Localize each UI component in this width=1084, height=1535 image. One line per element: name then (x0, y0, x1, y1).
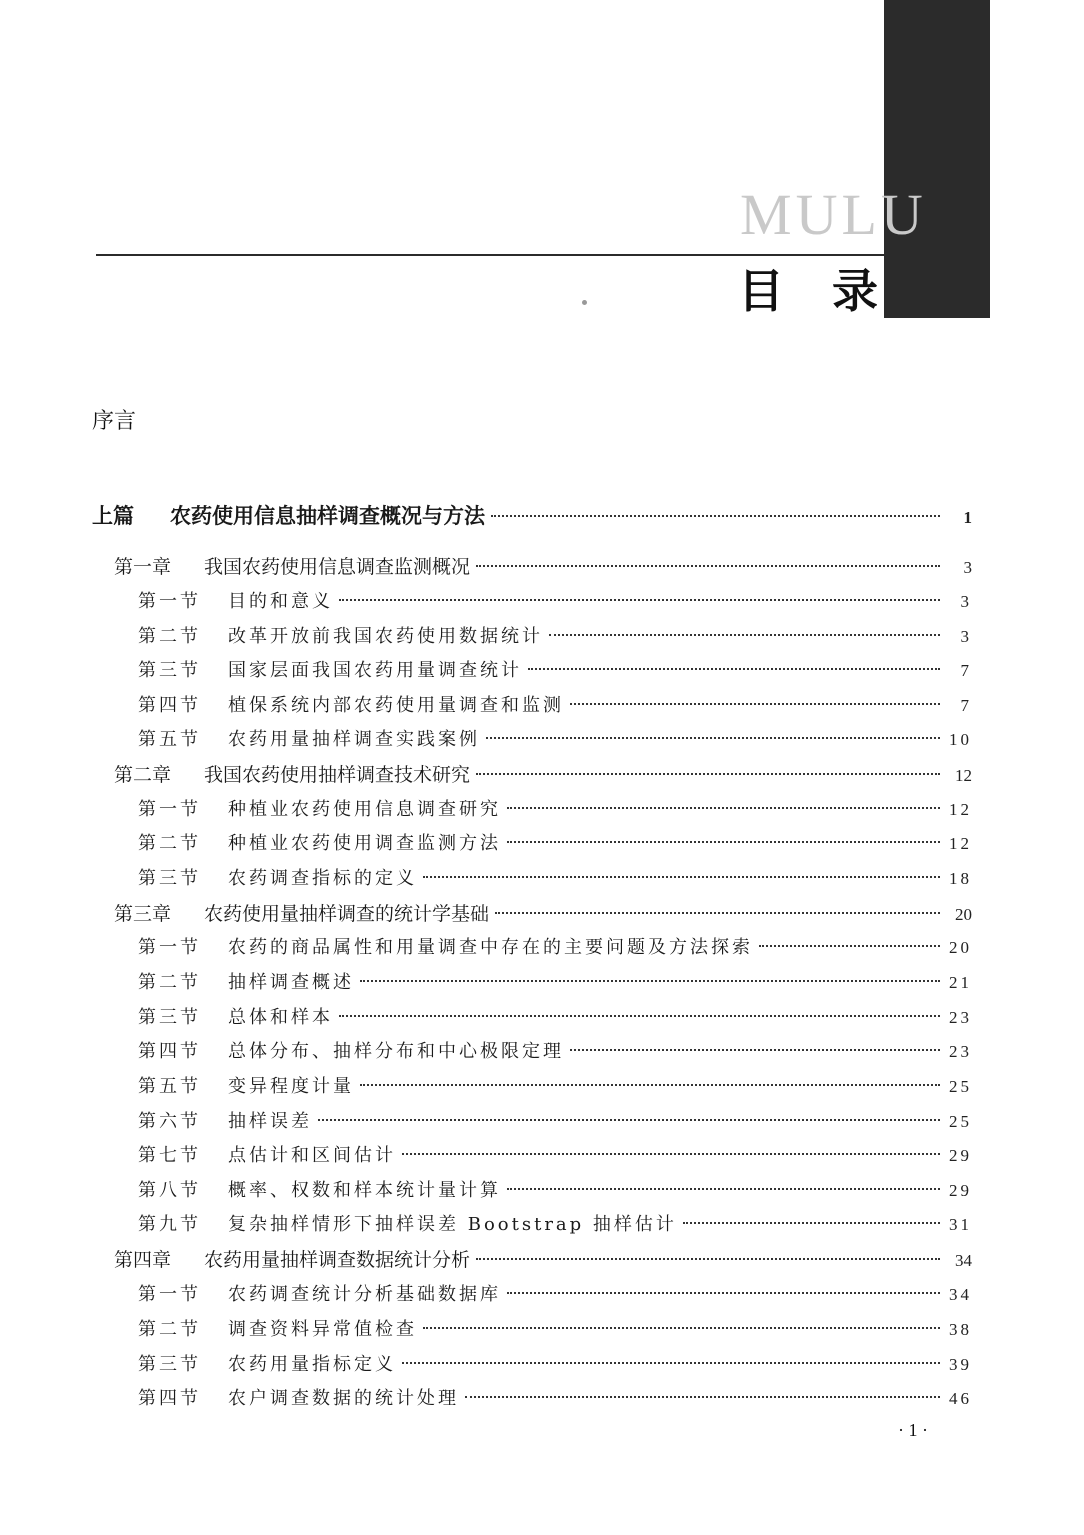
toc-leader (491, 514, 940, 517)
toc-section-entry[interactable] (138, 864, 972, 890)
toc-section-number: 第一节 (138, 1284, 201, 1305)
toc-section-entry[interactable] (138, 1176, 972, 1202)
toc-page-number: 31 (949, 1215, 972, 1234)
toc-leader (476, 564, 940, 567)
toc-section-title: 植保系统内部农药使用量调查和监测 (228, 695, 564, 716)
toc-section-number: 第四节 (138, 1388, 201, 1409)
toc-leader (402, 1361, 940, 1364)
toc-section-number: 第三节 (138, 660, 201, 681)
toc-leader (507, 1291, 940, 1294)
toc-section-title: 种植业农药使用信息调查研究 (228, 799, 501, 820)
toc-page-number: 46 (949, 1389, 972, 1408)
toc-page-number: 34 (955, 1251, 972, 1270)
toc-leader (528, 667, 940, 670)
toc-section-title: 农户调查数据的统计处理 (228, 1388, 459, 1409)
toc-page-number: 23 (949, 1042, 972, 1061)
toc-section-entry[interactable] (138, 622, 972, 648)
toc-section-entry[interactable] (138, 1350, 972, 1376)
toc-section-entry[interactable] (138, 1037, 972, 1063)
toc-leader (759, 944, 940, 947)
toc-section-number: 第二节 (138, 833, 201, 854)
toc-leader (465, 1395, 940, 1398)
toc-leader (507, 1187, 940, 1190)
toc-page-number: 10 (949, 730, 972, 749)
toc-chapter-entry[interactable] (114, 1245, 972, 1272)
page-title: 目 录 (738, 264, 895, 318)
toc-part-number: 上篇 (92, 504, 134, 528)
toc-leader (507, 806, 940, 809)
toc-section-number: 第三节 (138, 868, 201, 889)
toc-section-number: 第五节 (138, 1076, 201, 1097)
toc-section-entry[interactable] (138, 968, 972, 994)
toc-section-title: 变异程度计量 (228, 1076, 354, 1097)
toc-section-entry[interactable] (138, 1384, 972, 1410)
toc-section-title: 复杂抽样情形下抽样误差 Bootstrap 抽样估计 (228, 1214, 677, 1235)
toc-section-number: 第三节 (138, 1007, 201, 1028)
toc-section-title: 抽样误差 (228, 1111, 312, 1132)
toc-section-number: 第二节 (138, 626, 201, 647)
toc-chapter-title: 我国农药使用抽样调查技术研究 (204, 764, 471, 786)
toc-section-number: 第五节 (138, 729, 201, 750)
toc-section-entry[interactable] (138, 1003, 972, 1029)
toc-leader (360, 1083, 940, 1086)
toc-page-number: 3 (960, 592, 972, 611)
toc-section-title: 种植业农药使用调查监测方法 (228, 833, 501, 854)
toc-section-number: 第一节 (138, 937, 201, 958)
toc-chapter-number: 第三章 (114, 903, 172, 925)
header-rule (96, 254, 990, 256)
toc-section-number: 第二节 (138, 972, 201, 993)
toc-page-number: 34 (949, 1285, 972, 1304)
toc-section-entry[interactable] (138, 587, 972, 613)
toc-leader (318, 1118, 940, 1121)
toc-section-number: 第四节 (138, 1041, 201, 1062)
preface-entry[interactable]: 序言 (92, 409, 137, 434)
toc-section-title: 农药的商品属性和用量调查中存在的主要问题及方法探索 (228, 937, 753, 958)
toc-section-number: 第三节 (138, 1354, 201, 1375)
toc-leader (423, 1326, 940, 1329)
toc-section-entry[interactable] (138, 1141, 972, 1167)
toc-section-title: 调查资料异常值检查 (228, 1319, 417, 1340)
toc-section-title: 农药调查统计分析基础数据库 (228, 1284, 501, 1305)
toc-leader (495, 911, 940, 914)
toc-leader (423, 875, 940, 878)
toc-section-entry[interactable] (138, 829, 972, 855)
toc-chapter-title: 农药用量抽样调查数据统计分析 (204, 1249, 471, 1271)
toc-chapter-number: 第二章 (114, 764, 172, 786)
toc-leader (549, 633, 940, 636)
toc-chapter-entry[interactable] (114, 552, 972, 579)
toc-section-title: 概率、权数和样本统计量计算 (228, 1180, 501, 1201)
header-romanization: MULU (740, 182, 927, 247)
toc-page-number: 29 (949, 1181, 972, 1200)
header-dark-bar (884, 0, 990, 318)
toc-page-number: 39 (949, 1355, 972, 1374)
toc-section-entry[interactable] (138, 1280, 972, 1306)
toc-section-entry[interactable] (138, 795, 972, 821)
toc-leader (486, 736, 940, 739)
toc-page-number: 12 (949, 834, 972, 853)
toc-page-number: 38 (949, 1320, 972, 1339)
toc-section-entry[interactable] (138, 1107, 972, 1133)
toc-page-number: 3 (963, 558, 972, 577)
toc-page-number: 20 (955, 905, 972, 924)
toc-section-number: 第二节 (138, 1319, 201, 1340)
toc-section-number: 第一节 (138, 799, 201, 820)
toc-leader (360, 979, 940, 982)
toc-section-title: 目的和意义 (228, 591, 333, 612)
toc-chapter-entry[interactable] (114, 760, 972, 787)
toc-page-number: 1 (963, 508, 972, 527)
toc-section-entry[interactable] (138, 1315, 972, 1341)
decorative-dot (582, 300, 587, 305)
toc-leader (476, 772, 940, 775)
toc-leader (402, 1152, 940, 1155)
toc-page-number: 12 (955, 766, 972, 785)
toc-section-entry[interactable] (138, 725, 972, 751)
toc-section-entry[interactable] (138, 1072, 972, 1098)
toc-section-number: 第四节 (138, 695, 201, 716)
toc-section-number: 第六节 (138, 1111, 201, 1132)
toc-section-title: 总体和样本 (228, 1007, 333, 1028)
toc-page-number: 25 (949, 1077, 972, 1096)
footer-page-number: · 1 · (898, 1420, 928, 1440)
toc-section-entry[interactable] (138, 933, 972, 959)
toc-section-number: 第八节 (138, 1180, 201, 1201)
toc-leader (339, 598, 940, 601)
toc-chapter-number: 第一章 (114, 556, 172, 578)
toc-section-title: 农药调查指标的定义 (228, 868, 417, 889)
toc-page-number: 18 (949, 869, 972, 888)
toc-section-entry[interactable] (138, 691, 972, 717)
toc-chapter-number: 第四章 (114, 1249, 172, 1271)
toc-section-title: 总体分布、抽样分布和中心极限定理 (228, 1041, 564, 1062)
toc-page-number: 12 (949, 800, 972, 819)
toc-page-number: 21 (949, 973, 972, 992)
toc-page-number: 29 (949, 1146, 972, 1165)
toc-page-number: 20 (949, 938, 972, 957)
toc-part-entry[interactable] (92, 500, 972, 530)
toc-leader (476, 1257, 940, 1260)
toc-section-title: 农药用量抽样调查实践案例 (228, 729, 480, 750)
toc-page-number: 25 (949, 1112, 972, 1131)
toc-page-number: 23 (949, 1008, 972, 1027)
toc-section-title: 抽样调查概述 (228, 972, 354, 993)
toc-section-entry[interactable] (138, 656, 972, 682)
toc-section-entry[interactable] (138, 1210, 972, 1236)
toc-section-number: 第一节 (138, 591, 201, 612)
toc-section-title: 点估计和区间估计 (228, 1145, 396, 1166)
toc-leader (507, 840, 940, 843)
toc-leader (339, 1014, 940, 1017)
toc-part-title: 农药使用信息抽样调查概况与方法 (170, 504, 485, 528)
toc-section-title: 改革开放前我国农药使用数据统计 (228, 626, 543, 647)
toc-chapter-entry[interactable] (114, 899, 972, 926)
toc-chapter-title: 农药使用量抽样调查的统计学基础 (204, 903, 490, 925)
toc-section-title: 农药用量指标定义 (228, 1354, 396, 1375)
toc-page-number: 7 (960, 696, 972, 715)
toc-leader (570, 702, 940, 705)
toc-page-number: 3 (960, 627, 972, 646)
toc-chapter-title: 我国农药使用信息调查监测概况 (204, 556, 471, 578)
toc-section-number: 第九节 (138, 1214, 201, 1235)
toc-section-title: 国家层面我国农药用量调查统计 (228, 660, 522, 681)
toc-leader (570, 1048, 940, 1051)
toc-page-number: 7 (960, 661, 972, 680)
toc-section-number: 第七节 (138, 1145, 201, 1166)
toc-leader (683, 1221, 940, 1224)
